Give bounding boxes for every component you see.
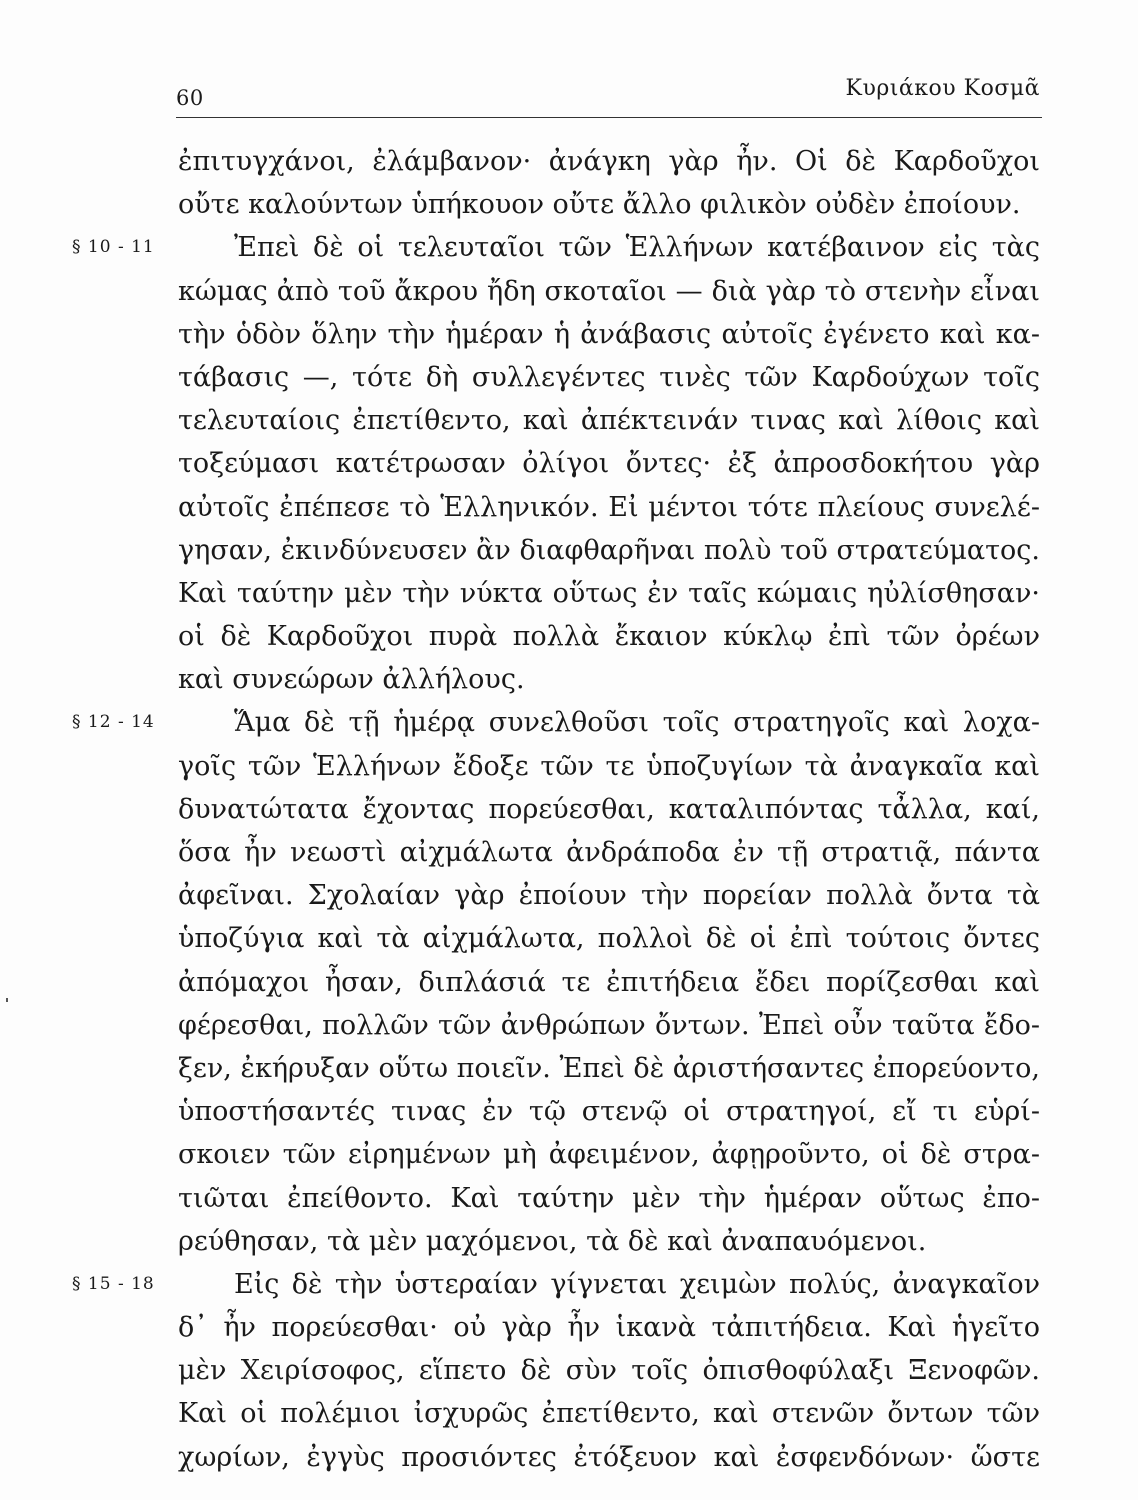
line-text: Ἅμα δὲ τῇ ἡμέρᾳ συνελθοῦσι τοῖς στρατηγοῖς καὶ λοχα- xyxy=(234,707,1040,739)
text-line: τάβασις —, τότε δὴ συλλεγέντες τινὲς τῶν Καρδούχων τοῖς xyxy=(178,361,1040,393)
line-text: Ἐπεὶ δὲ οἱ τελευταῖοι τῶν Ἑλλήνων κατέβαινον εἰς τὰς xyxy=(234,232,1040,264)
text-line: μὲν Χειρίσοφος, εἵπετο δὲ σὺν τοῖς ὀπισθοφύλαξι Ξενοφῶν. xyxy=(178,1355,1040,1387)
text-line: τοξεύμασι κατέτρωσαν ὀλίγοι ὄντες· ἐξ ἀπροσδοκήτου γὰρ xyxy=(178,448,1040,480)
page-number: 60 xyxy=(176,86,204,110)
text-line: φέρεσθαι, πολλῶν τῶν ἀνθρώπων ὄντων. Ἐπεὶ οὖν ταῦτα ἔδο- xyxy=(178,1009,1040,1041)
text-line xyxy=(72,1263,1040,1306)
text-line: ἀφεῖναι. Σχολαίαν γὰρ ἐποίουν τὴν πορείαν πολλὰ ὄντα τὰ xyxy=(178,880,1040,912)
text-line: ξεν, ἐκήρυξαν οὕτω ποιεῖν. Ἐπεὶ δὲ ἀριστήσαντες ἐπορεύοντο, xyxy=(178,1052,1040,1084)
page-header xyxy=(176,72,1042,112)
text-line: Καὶ ταύτην μὲν τὴν νύκτα οὕτως ἐν ταῖς κώμαις ηὐλίσθησαν· xyxy=(178,577,1040,609)
header-rule xyxy=(176,117,1042,118)
text-line xyxy=(72,701,1040,744)
text-line: γησαν, ἐκινδύνευσεν ἂν διαφθαρῆναι πολὺ τοῦ στρατεύματος. xyxy=(178,534,1040,566)
text-line: ἀπόμαχοι ἦσαν, διπλάσιά τε ἐπιτήδεια ἔδει πορίζεσθαι καὶ xyxy=(178,966,1040,998)
text-line: ὑποζύγια καὶ τὰ αἰχμάλωτα, πολλοὶ δὲ οἱ ἐπὶ τούτοις ὄντες xyxy=(178,923,1040,955)
text-line: τιῶται ἐπείθοντο. Καὶ ταύτην μὲν τὴν ἡμέραν οὕτως ἐπο- xyxy=(178,1182,1040,1214)
text-line: τὴν ὁδὸν ὅλην τὴν ἡμέραν ἡ ἀνάβασις αὐτοῖς ἐγένετο καὶ κα- xyxy=(178,318,1040,350)
text-line: κώμας ἀπὸ τοῦ ἄκρου ἤδη σκοταῖοι — διὰ γὰρ τὸ στενὴν εἶναι xyxy=(178,275,1040,307)
text-line: χωρίων, ἐγγὺς προσιόντες ἐτόξευον καὶ ἐσφενδόνων· ὥστε xyxy=(178,1441,1040,1473)
text-line: ὅσα ἦν νεωστὶ αἰχμάλωτα ἀνδράποδα ἐν τῇ στρατιᾷ, πάντα xyxy=(178,837,1040,868)
text-line xyxy=(72,226,1040,269)
text-line: οὔτε καλούντων ὑπήκουον οὔτε ἄλλο φιλικὸν οὐδὲν ἐποίουν. xyxy=(178,189,1021,221)
text-line: σκοιεν τῶν εἰρημένων μὴ ἀφειμένον, ἀφῃροῦντο, οἱ δὲ στρα- xyxy=(178,1139,1040,1171)
margin-note: § 12 - 14 xyxy=(72,712,155,733)
text-line: δ᾽ ἦν πορεύεσθαι· οὐ γὰρ ἦν ἱκανὰ τἀπιτήδεια. Καὶ ἡγεῖτο xyxy=(178,1312,1040,1344)
text-line: αὐτοῖς ἐπέπεσε τὸ Ἑλληνικόν. Εἰ μέντοι τότε πλείους συνελέ- xyxy=(178,491,1040,523)
body-text xyxy=(72,140,1040,1479)
scan-speck xyxy=(6,998,8,1002)
line-text: Εἰς δὲ τὴν ὑστεραίαν γίγνεται χειμὼν πολύς, ἀναγκαῖον xyxy=(234,1268,1040,1300)
text-line: οἱ δὲ Καρδοῦχοι πυρὰ πολλὰ ἔκαιον κύκλῳ ἐπὶ τῶν ὀρέων xyxy=(178,621,1040,653)
text-line: δυνατώτατα ἔχοντας πορεύεσθαι, καταλιπόντας τἆλλα, καί, xyxy=(178,793,1040,825)
margin-note: § 15 - 18 xyxy=(72,1273,155,1294)
text-line: γοῖς τῶν Ἑλλήνων ἔδοξε τῶν τε ὑποζυγίων τὰ ἀναγκαῖα καὶ xyxy=(178,750,1040,782)
running-head: Κυριάκου Κοσμᾶ xyxy=(845,76,1040,101)
text-line: ὑποστήσαντές τινας ἐν τῷ στενῷ οἱ στρατηγοί, εἴ τι εὑρί- xyxy=(178,1096,1040,1128)
text-line: καὶ συνεώρων ἀλλήλους. xyxy=(178,664,525,696)
text-line: ἐπιτυγχάνοι, ἐλάμβανον· ἀνάγκη γὰρ ἦν. Οἱ δὲ Καρδοῦχοι xyxy=(178,146,1040,177)
text-line: Καὶ οἱ πολέμιοι ἰσχυρῶς ἐπετίθεντο, καὶ στενῶν ὄντων τῶν xyxy=(178,1398,1040,1430)
margin-note: § 10 - 11 xyxy=(72,237,155,258)
text-line: ρεύθησαν, τὰ μὲν μαχόμενοι, τὰ δὲ καὶ ἀναπαυόμενοι. xyxy=(178,1225,927,1257)
text-line: τελευταίοις ἐπετίθεντο, καὶ ἀπέκτεινάν τινας καὶ λίθοις καὶ xyxy=(178,405,1040,437)
